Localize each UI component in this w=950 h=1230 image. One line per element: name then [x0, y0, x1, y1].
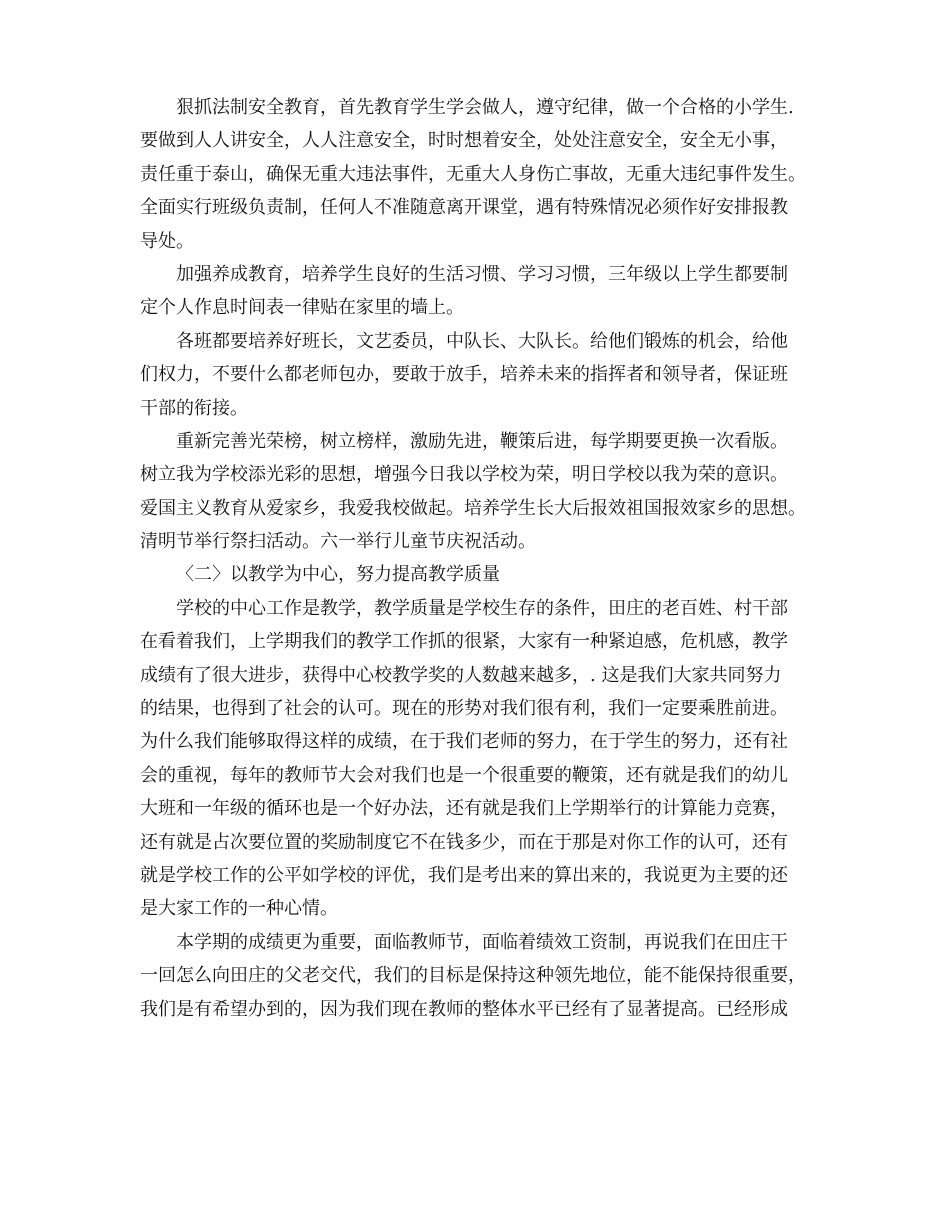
document-body [140, 91, 830, 1026]
text-line: 要做到人人讲安全，人人注意安全，时时想着安全，处处注意安全，安全无小事， [140, 130, 788, 152]
text-line: 会的重视，每年的教师节大会对我们也是一个很重要的鞭策，还有就是我们的幼儿 [140, 764, 788, 786]
text-line: 一回怎么向田庄的父老交代，我们的目标是保持这种领先地位，能不能保持很重要， [140, 965, 806, 987]
text-line: 是大家工作的一种心情。 [140, 898, 338, 920]
text-line: 清明节举行祭扫活动。六一举行儿童节庆祝活动。 [140, 531, 536, 553]
text-line: 狠抓法制安全教育，首先教育学生学会做人，遵守纪律，做一个合格的小学生. [176, 97, 794, 118]
text-line: 全面实行班级负责制，任何人不准随意离开课堂，遇有特殊情况必须作好安排报教 [140, 197, 788, 219]
text-line: 就是学校工作的公平如学校的评优，我们是考出来的算出来的，我说更为主要的还 [140, 864, 788, 886]
text-line: 本学期的成绩更为重要，面临教师节，面临着绩效工资制，再说我们在田庄干 [176, 931, 788, 953]
text-line: 责任重于泰山，确保无重大违法事件，无重大人身伤亡事故，无重大违纪事件发生。 [140, 163, 806, 185]
text-line: 爱国主义教育从爱家乡，我爱我校做起。培养学生长大后报效祖国报效家乡的思想。 [140, 497, 806, 519]
text-line: 学校的中心工作是教学，教学质量是学校生存的条件，田庄的老百姓、村干部 [176, 597, 788, 619]
text-line: 导处。 [140, 230, 194, 252]
text-line: 成绩有了很大进步，获得中心校教学奖的人数越来越多，. 这是我们大家共同努力 [140, 664, 782, 686]
text-line: 定个人作息时间表一律贴在家里的墙上。 [140, 297, 464, 319]
text-line: 树立我为学校添光彩的思想，增强今日我以学校为荣，明日学校以我为荣的意识。 [140, 464, 788, 486]
text-line: 我们是有希望办到的，因为我们现在教师的整体水平已经有了显著提高。已经形成 [140, 998, 788, 1020]
text-line: 〈二〉以教学为中心，努力提高教学质量 [176, 564, 500, 586]
text-line: 在看着我们，上学期我们的教学工作抓的很紧，大家有一种紧迫感，危机感，教学 [140, 631, 788, 653]
text-line: 干部的衔接。 [140, 397, 248, 419]
text-line: 们权力，不要什么都老师包办，要敢于放手，培养未来的指挥者和领导者，保证班 [140, 364, 788, 386]
text-line: 的结果，也得到了社会的认可。现在的形势对我们很有利，我们一定要乘胜前进。 [140, 698, 788, 720]
text-line: 各班都要培养好班长，文艺委员，中队长、大队长。给他们锻炼的机会，给他 [176, 330, 788, 352]
text-line: 大班和一年级的循环也是一个好办法，还有就是我们上学期举行的计算能力竞赛， [140, 798, 788, 820]
text-line: 还有就是占次要位置的奖励制度它不在钱多少，而在于那是对你工作的认可，还有 [140, 831, 788, 853]
text-line: 加强养成教育，培养学生良好的生活习惯、学习习惯，三年级以上学生都要制 [176, 263, 788, 285]
text-line: 为什么我们能够取得这样的成绩，在于我们老师的努力，在于学生的努力，还有社 [140, 731, 788, 753]
text-line: 重新完善光荣榜，树立榜样，激励先进，鞭策后进，每学期要更换一次看版。 [176, 430, 788, 452]
